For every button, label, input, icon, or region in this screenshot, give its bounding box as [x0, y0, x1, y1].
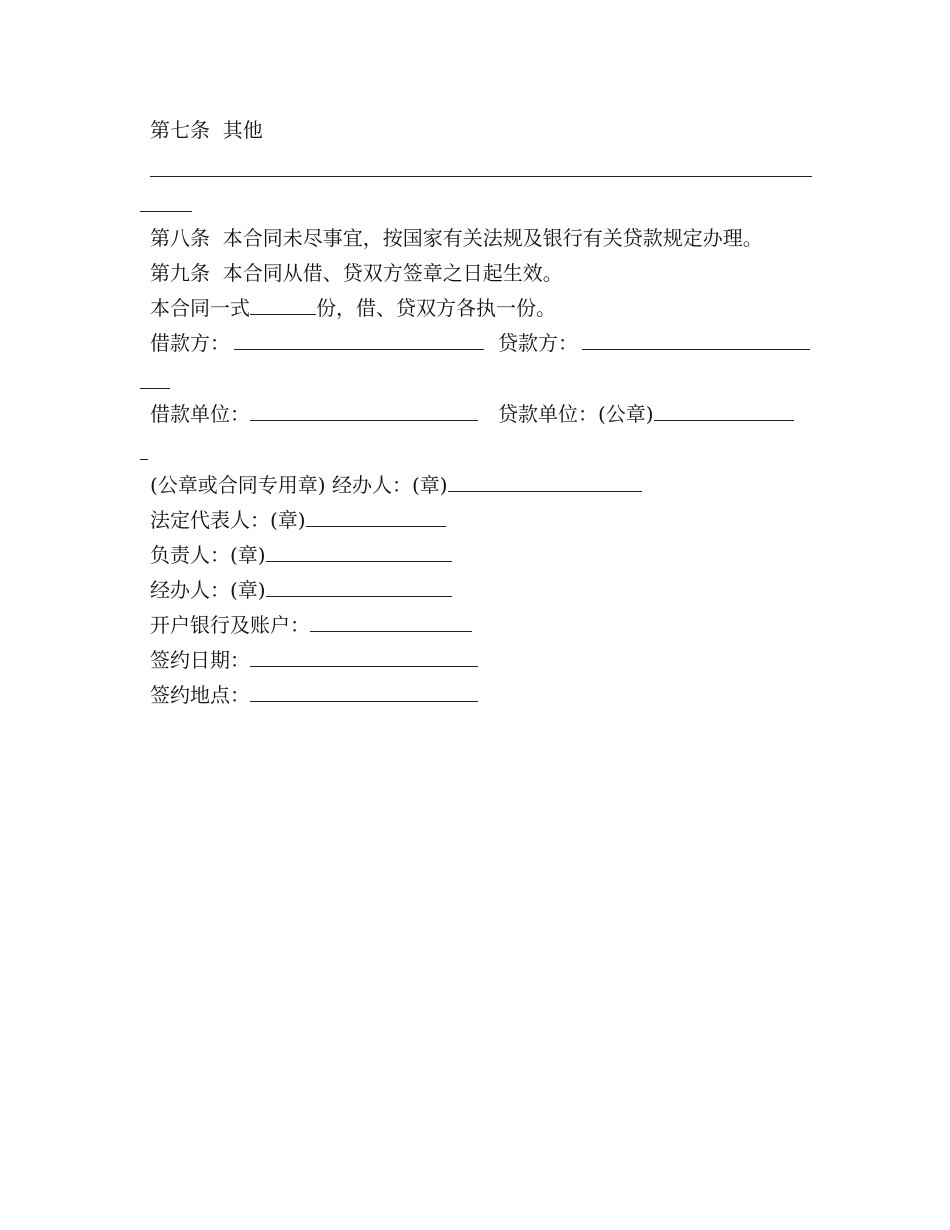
copies-suffix: 份，借、贷双方各执一份。 [316, 296, 556, 320]
lender-agent-field[interactable] [448, 473, 642, 492]
borrower-field[interactable] [234, 331, 484, 350]
lender-agent-label: 经办人：(章) [331, 473, 448, 497]
lender-unit-label: 贷款单位：(公章) [498, 402, 654, 426]
lender-unit-row [498, 402, 794, 426]
article-7-title: 其他 [222, 118, 263, 142]
borrower-seal-label: (公章或合同专用章) [150, 473, 326, 497]
responsible-label: 负责人：(章) [150, 543, 266, 567]
lender-row [498, 331, 810, 355]
sign-place-label: 签约地点： [150, 683, 250, 707]
article-9-number: 第九条 [150, 261, 210, 285]
borrower-unit-row [150, 402, 478, 426]
lender-field[interactable] [582, 331, 810, 350]
lender-unit-field-continued[interactable] [140, 459, 148, 460]
bank-account-row [150, 613, 472, 637]
bank-account-label: 开户银行及账户： [150, 613, 310, 637]
bank-account-field[interactable] [310, 613, 472, 632]
article-7-number: 第七条 [150, 118, 210, 142]
legal-rep-field[interactable] [306, 508, 446, 527]
sign-place-row [150, 683, 478, 707]
seal-agent-row [150, 473, 642, 497]
borrower-row [150, 331, 484, 355]
copies-clause [150, 296, 556, 320]
sign-date-field[interactable] [250, 648, 478, 667]
article-9-text: 本合同从借、贷双方签章之日起生效。 [222, 261, 563, 285]
borrower-label: 借款方： [150, 331, 230, 355]
article-9 [150, 261, 563, 285]
borrower-unit-label: 借款单位： [150, 402, 250, 426]
borrower-unit-field[interactable] [250, 402, 478, 421]
agent-row [150, 578, 452, 602]
copies-count-field[interactable] [250, 296, 316, 315]
responsible-field[interactable] [266, 543, 452, 562]
sign-date-row [150, 648, 478, 672]
sign-place-field[interactable] [250, 683, 478, 702]
agent-label: 经办人：(章) [150, 578, 266, 602]
lender-unit-field[interactable] [654, 402, 794, 421]
article-8-text: 本合同未尽事宜，按国家有关法规及银行有关贷款规定办理。 [222, 226, 763, 250]
lender-field-continued[interactable] [140, 388, 170, 389]
lender-label: 贷款方： [498, 331, 578, 355]
responsible-row [150, 543, 452, 567]
copies-prefix: 本合同一式 [150, 296, 250, 320]
sign-date-label: 签约日期： [150, 648, 250, 672]
legal-rep-label: 法定代表人：(章) [150, 508, 306, 532]
article-7-fill-line-continued[interactable] [140, 211, 192, 212]
article-7-fill-line[interactable] [150, 176, 812, 177]
article-8 [150, 226, 763, 250]
article-7-heading [150, 118, 263, 142]
article-8-number: 第八条 [150, 226, 210, 250]
legal-rep-row [150, 508, 446, 532]
agent-field[interactable] [266, 578, 452, 597]
